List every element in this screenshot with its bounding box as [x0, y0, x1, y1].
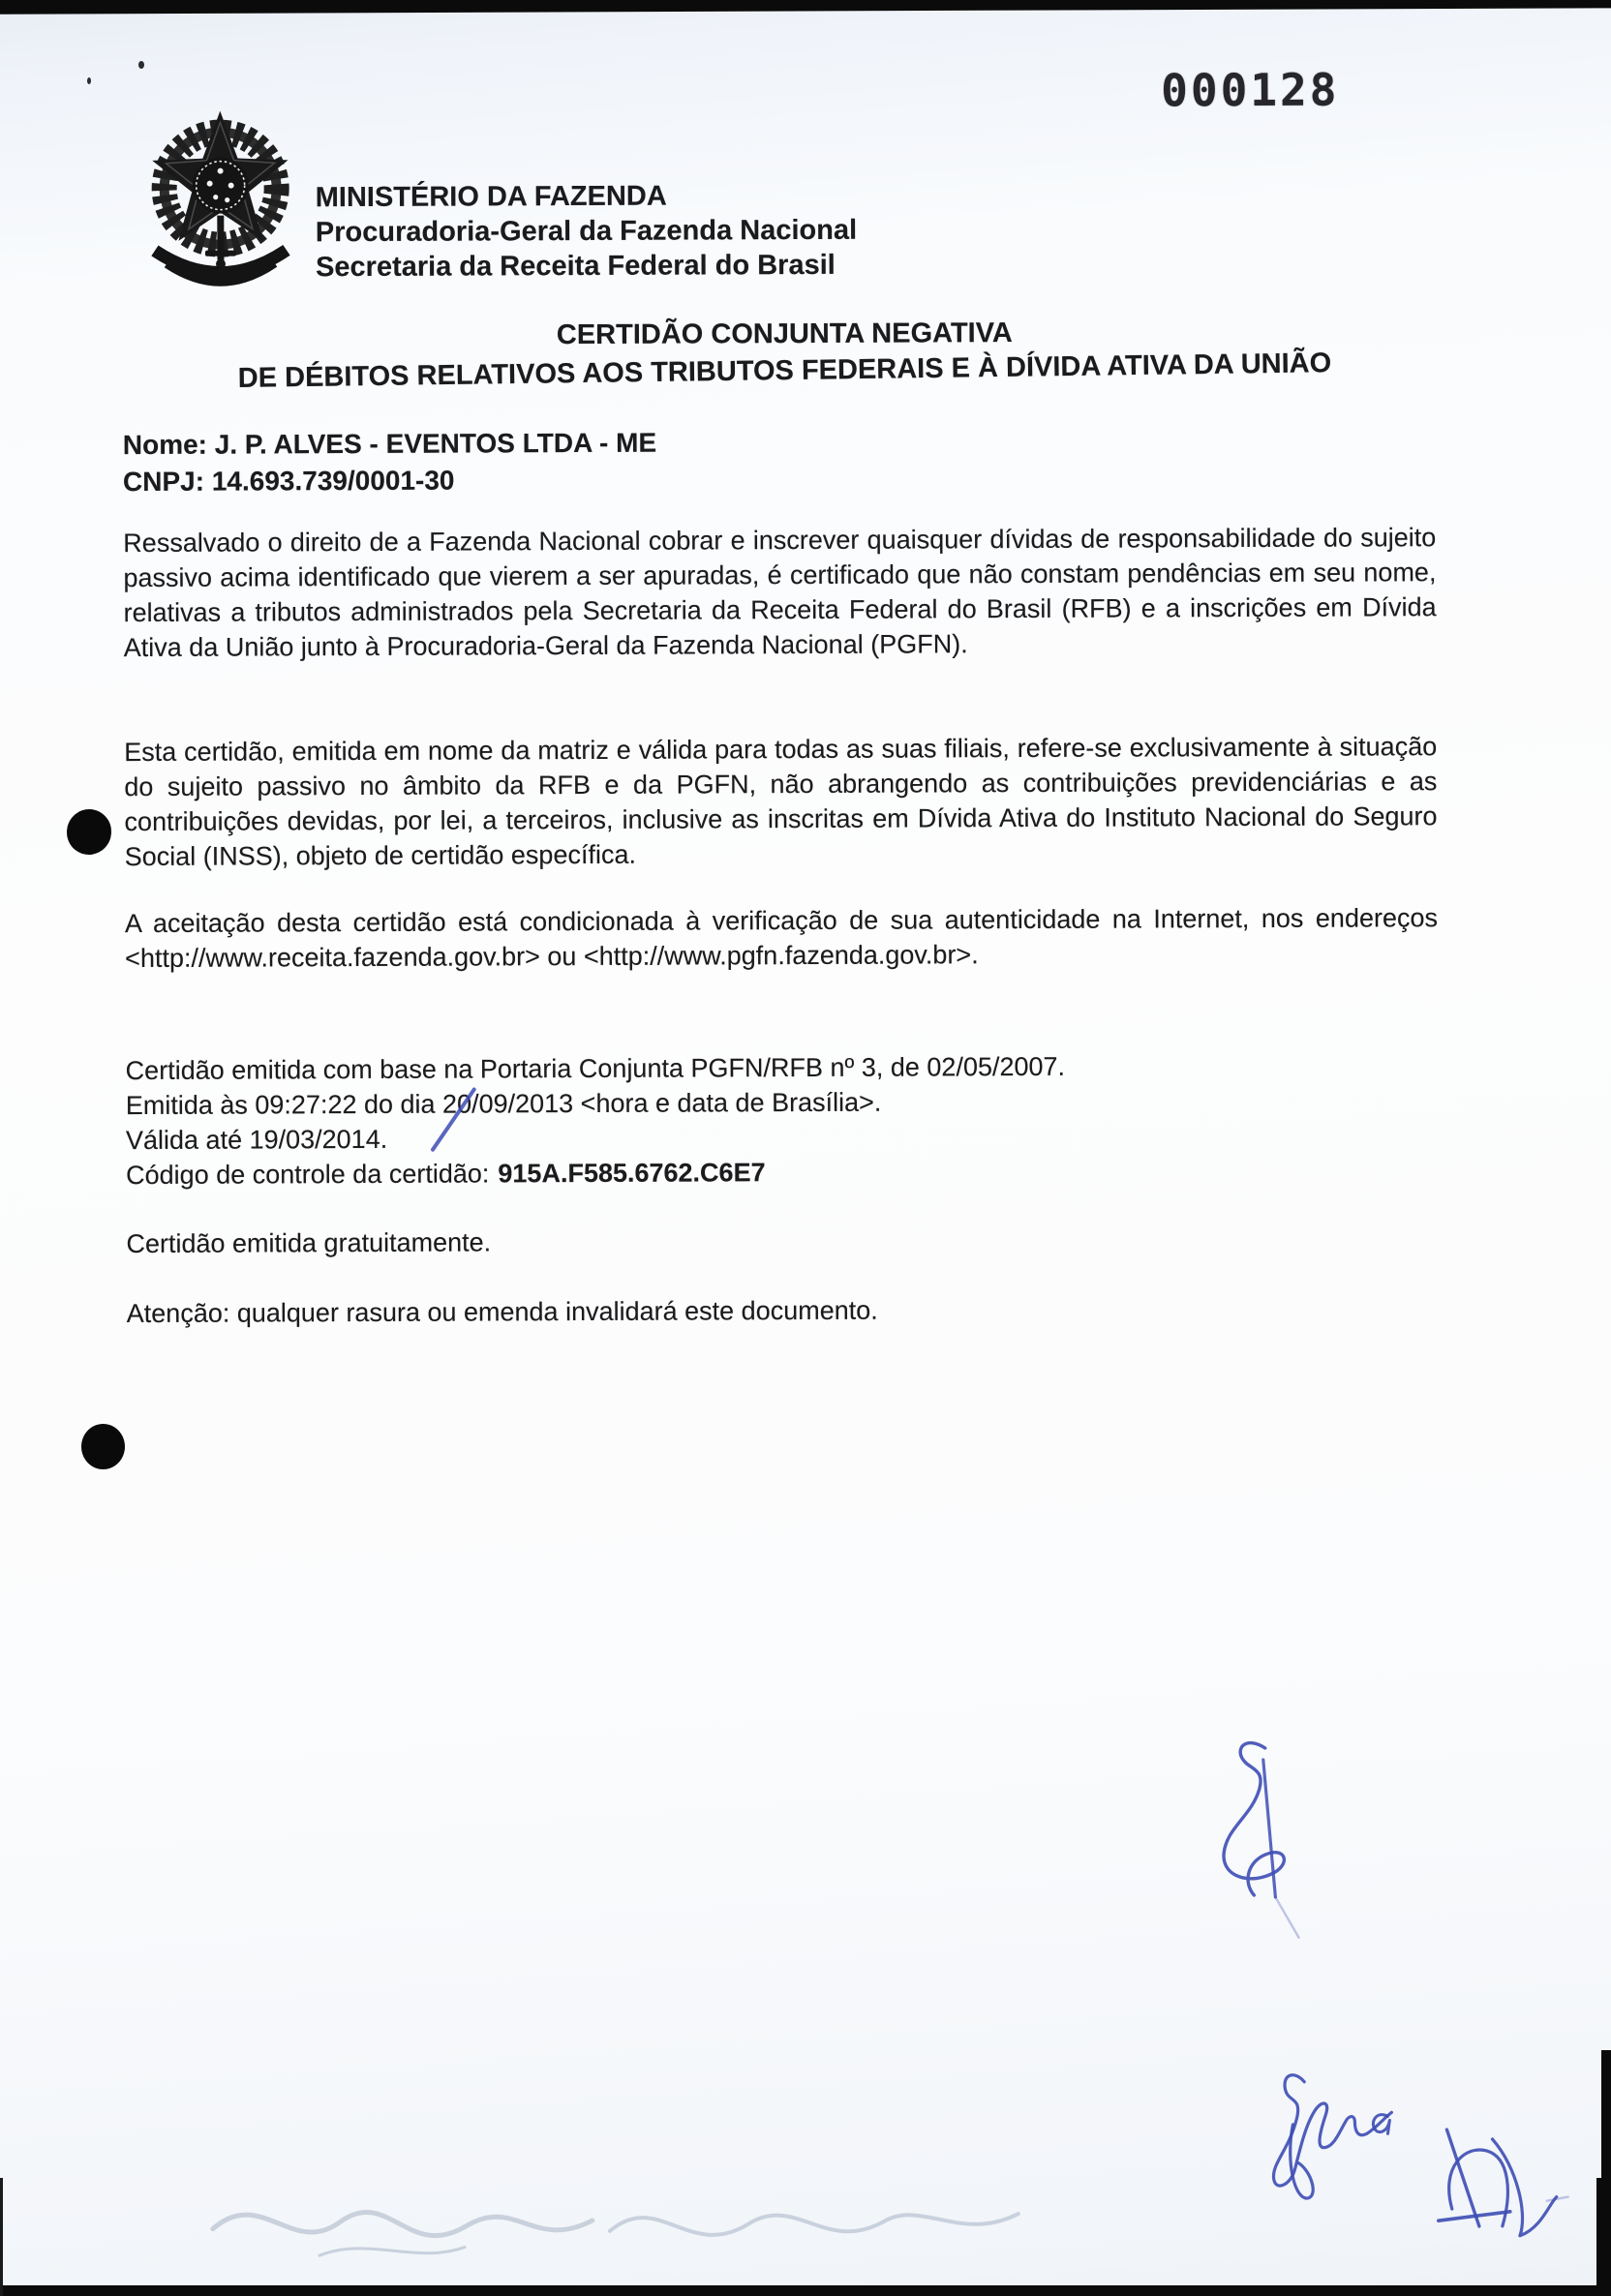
subject-cnpj-line — [123, 462, 656, 500]
paragraph-verification: A aceitação desta certidão está condicionada à verificação de sua autenticidade na Internet, nos endereços <http://www.receita.fazenda.gov.br> ou <http://www.pgfn.fazenda.gov.br>. — [124, 903, 1439, 974]
paragraph-scope: Esta certidão, emitida em nome da matriz e válida para todas as suas filiais, refere-se exclusivamente à situação do sujeito passivo no âmbito da RFB e da PGFN, não abrangendo as contribuições previdenciárias e as contribuições devidas, por lei, a terceiros, inclusive as inscritas em Dívida Ativa do Instituto Nacional do Seguro Social (INSS), objeto de certidão específica. — [124, 732, 1438, 872]
scan-speck — [138, 61, 144, 69]
validity-line: Válida até 19/03/2014. — [125, 1124, 388, 1156]
ministry-name: MINISTÉRIO DA FAZENDA — [315, 180, 667, 214]
scan-speck — [87, 77, 91, 84]
signature-rubric-mark — [1203, 1731, 1330, 1949]
bleed-through-marks — [203, 2165, 1055, 2281]
org-pgfn: Procuradoria-Geral da Fazenda Nacional — [315, 214, 858, 249]
subject-name-label: Nome: — [122, 429, 208, 461]
control-code-value: 915A.F585.6762.C6E7 — [498, 1158, 766, 1189]
subject-name-value: J. P. ALVES - EVENTOS LTDA - ME — [214, 427, 657, 460]
org-header — [316, 178, 858, 285]
issuance-basis-line: Certidão emitida com base na Portaria Conjunta PGFN/RFB nº 3, de 02/05/2007. — [125, 1051, 1066, 1086]
page-number-stamp: 000128 — [1161, 63, 1340, 117]
certificate-title-line1: CERTIDÃO CONJUNTA NEGATIVA — [556, 317, 1013, 351]
issuance-details — [126, 1049, 1066, 1193]
free-issuance-note: Certidão emitida gratuitamente. — [126, 1227, 492, 1259]
scan-edge-bottom — [0, 2285, 1611, 2296]
scan-edge-left — [0, 2178, 3, 2296]
signature-cursive-mark — [1258, 2054, 1423, 2229]
signature-initials-mark — [1432, 2111, 1597, 2267]
control-code-label: Código de controle da certidão: — [126, 1159, 490, 1191]
subject-identification — [123, 425, 657, 500]
warning-note: Atenção: qualquer rasura ou emenda invalidará este documento. — [126, 1295, 878, 1329]
paragraph-reservation: Ressalvado o direito de a Fazenda Nacional cobrar e inscrever quaisquer dívidas de responsabilidade do sujeito passivo acima identificado que vierem a ser apuradas, é certificado que não constam pendências em seu nome, relativas a tributos administrados pela Secretaria da Receita Federal do Brasil (RFB) e a inscrições em Dívida Ativa da União junto à Procuradoria-Geral da Fazenda Nacional (PGFN). — [123, 523, 1437, 663]
scan-edge-right — [1596, 2178, 1611, 2296]
pen-check-slash-mark — [414, 1073, 492, 1163]
brazil-coat-of-arms-logo — [138, 108, 302, 293]
subject-name-line — [123, 425, 656, 464]
certificate-title-line2: DE DÉBITOS RELATIVOS AOS TRIBUTOS FEDERAIS E À DÍVIDA ATIVA DA UNIÃO — [237, 347, 1332, 394]
scan-edge-right — [1601, 2050, 1611, 2186]
org-rfb: Secretaria da Receita Federal do Brasil — [315, 249, 836, 284]
control-code-line — [126, 1154, 1066, 1193]
certificate-title — [110, 313, 1458, 392]
issuance-datetime-line: Emitida às 09:27:22 do dia 20/09/2013 <hora e data de Brasília>. — [125, 1087, 882, 1121]
subject-cnpj-label: CNPJ: — [122, 466, 205, 498]
hole-punch-mark-bottom — [81, 1424, 125, 1469]
subject-cnpj-value: 14.693.739/0001-30 — [211, 465, 455, 497]
